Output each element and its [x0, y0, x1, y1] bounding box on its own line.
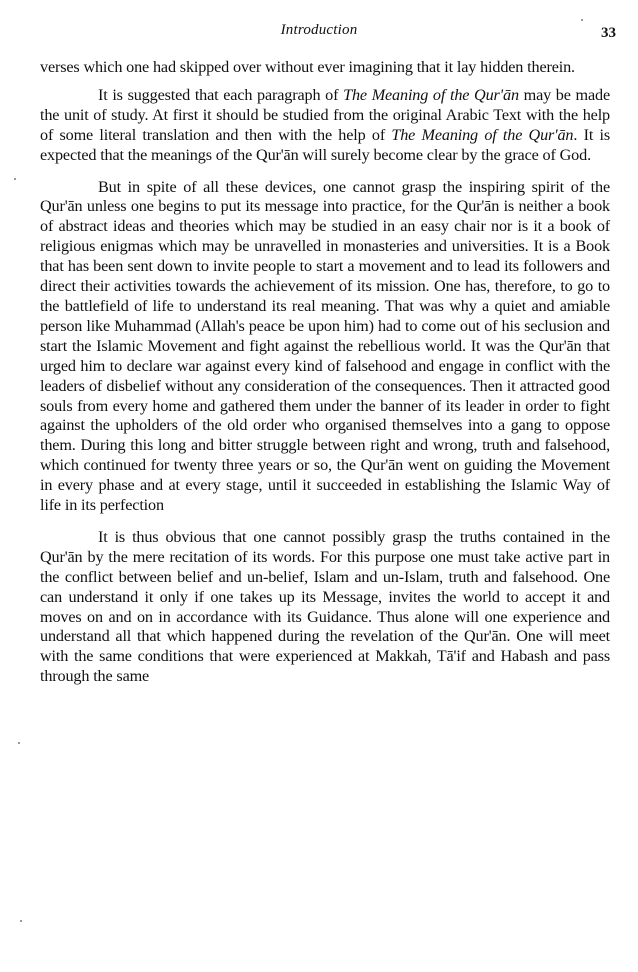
- text-run: But in spite of all these devices, one cannot grasp the inspiring spirit of the Qur'ān unless one begins to put its message into practice, for the Qur'ān is neither a book of abstract ideas and theories which may be studied in an easy chair nor is it a book of religious enigmas which may be unravelled in monasteries and universities. It is a Book that has been sent down to invite people to start a movement and to lead its followers and direct their activities towards the achievement of its mission. One has, therefore, to go to the battlefield of life to understand its real meaning. That was why a quiet and amiable person like Muhammad (Allah's peace be upon him) had to come out of his seclusion and start the Islamic Movement and fight against the rebellious world. It was the Qur'ān that urged him to declare war against every kind of falsehood and engage in conflict with the leaders of disbelief without any consideration of the consequences. Then it attracted good souls from every home and gathered them under the banner of its leader in order to fight against the upholders of the old order who organised themselves into a gang to oppose them. During this long and bitter struggle between right and wrong, truth and falsehood, which continued for twenty three years or so, the Qur'ān went on guiding the Movement in every phase and at every stage, until it succeeded in establishing the Islamic Way of life in its perfection: [40, 177, 610, 515]
- text-run: It is thus obvious that one cannot possibly grasp the truths contained in the Qur'ān by the mere recitation of its words. For this purpose one must take active part in the conflict between belief and un-belief, Islam and un-Islam, truth and falsehood. One can understand it only if one takes up its Message, invites the world to accept it and moves on and on in accordance with its Guidance. Thus alone will one experience and understand all that which happened during the revelation of the Qur'ān. One will meet with the same conditions that were experienced at Makkah, Tā'if and Habash and pass through the same: [40, 527, 610, 686]
- text-run: may be made the unit of study. At first it should be studied from the original Arabic Text with the help of some literal translation and then with the help of: [40, 85, 610, 144]
- book-title-italic: The Meaning of the Qur'ān: [391, 125, 574, 144]
- scan-speck: [20, 920, 22, 922]
- scan-speck: [14, 178, 16, 180]
- running-title: Introduction: [280, 22, 358, 38]
- body-text: [40, 58, 610, 687]
- paragraph-study-method: [40, 86, 610, 166]
- text-run: verses which one had skipped over without ever imagining that it lay hidden therein.: [40, 58, 575, 76]
- running-header: [0, 22, 638, 42]
- text-run: . It is expected that the meanings of the Qur'ān will surely become clear by the grace of God.: [40, 125, 610, 164]
- paragraph-practice: [40, 178, 610, 516]
- scan-speck: [18, 742, 20, 744]
- page-number: 33: [601, 25, 616, 41]
- book-title-italic: The Meaning of the Qur'ān: [343, 85, 519, 104]
- paragraph-continuation: [40, 58, 610, 78]
- text-run: It is suggested that each paragraph of: [98, 85, 344, 104]
- scan-speck: [581, 19, 583, 21]
- paragraph-conclusion: [40, 528, 610, 687]
